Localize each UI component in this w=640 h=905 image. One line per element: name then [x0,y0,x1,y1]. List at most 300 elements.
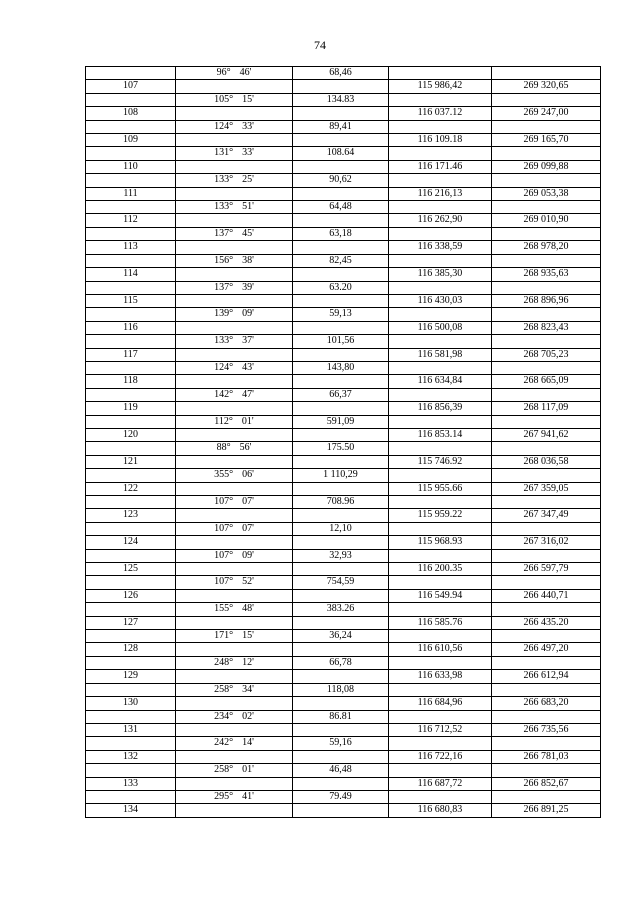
segment-length-cell: 63.20 [293,281,389,294]
empty-cell [176,616,293,629]
empty-cell [176,804,293,817]
direction-angle-cell [176,630,293,643]
angle-minutes: 09' [242,308,254,320]
segment-length-cell: 86.81 [293,710,389,723]
empty-cell [176,482,293,495]
x-coordinate-cell: 115 986,42 [389,80,492,93]
x-coordinate-cell: 116 712,52 [389,723,492,736]
y-coordinate-cell: 266 597,79 [492,563,601,576]
angle-minutes: 15' [242,93,254,105]
segment-row [86,764,601,777]
direction-angle-cell [176,469,293,482]
empty-cell [176,723,293,736]
empty-cell [86,576,176,589]
y-coordinate-cell: 266 497,20 [492,643,601,656]
angle-degrees: 171° [214,630,234,642]
segment-length-cell: 46,48 [293,764,389,777]
point-row [86,563,601,576]
angle-minutes: 47' [242,388,254,400]
empty-cell [176,321,293,334]
point-row [86,241,601,254]
segment-row [86,603,601,616]
empty-cell [492,93,601,106]
point-row [86,670,601,683]
point-number-cell: 110 [86,160,176,173]
angle-minutes: 56' [239,442,252,454]
angle-degrees: 133° [214,174,234,186]
empty-cell [492,737,601,750]
empty-cell [176,643,293,656]
empty-cell [86,469,176,482]
empty-cell [492,388,601,401]
y-coordinate-cell: 269 053,38 [492,187,601,200]
segment-row [86,227,601,240]
segment-row [86,737,601,750]
empty-cell [492,361,601,374]
point-row [86,455,601,468]
empty-cell [176,348,293,361]
segment-row [86,790,601,803]
empty-cell [389,254,492,267]
y-coordinate-cell: 269 320,65 [492,80,601,93]
angle-minutes: 25' [242,174,254,186]
empty-cell [293,348,389,361]
x-coordinate-cell: 115 959.22 [389,509,492,522]
empty-cell [293,455,389,468]
empty-cell [389,630,492,643]
empty-cell [389,120,492,133]
empty-cell [176,241,293,254]
empty-cell [86,737,176,750]
point-number-cell: 131 [86,723,176,736]
x-coordinate-cell: 116 633,98 [389,670,492,683]
empty-cell [293,616,389,629]
empty-cell [86,361,176,374]
y-coordinate-cell: 266 852,67 [492,777,601,790]
segment-row [86,174,601,187]
point-number-cell: 133 [86,777,176,790]
angle-minutes: 06' [242,469,254,481]
direction-angle-cell [176,764,293,777]
point-row [86,214,601,227]
x-coordinate-cell: 116 610,56 [389,643,492,656]
y-coordinate-cell: 268 823,43 [492,321,601,334]
coordinates-table-body [86,67,601,818]
empty-cell [176,294,293,307]
segment-length-cell: 108.64 [293,147,389,160]
point-row [86,616,601,629]
point-row [86,750,601,763]
empty-cell [86,442,176,455]
point-number-cell: 125 [86,563,176,576]
empty-cell [86,388,176,401]
empty-cell [86,254,176,267]
segment-row [86,147,601,160]
segment-row [86,254,601,267]
empty-cell [86,656,176,669]
segment-length-cell: 59,16 [293,737,389,750]
point-number-cell: 117 [86,348,176,361]
x-coordinate-cell: 116 722,16 [389,750,492,763]
empty-cell [176,402,293,415]
angle-degrees: 107° [214,576,234,588]
empty-cell [86,174,176,187]
direction-angle-cell [176,683,293,696]
empty-cell [86,710,176,723]
segment-row [86,415,601,428]
point-row [86,482,601,495]
point-number-cell: 126 [86,589,176,602]
empty-cell [293,777,389,790]
empty-cell [176,697,293,710]
angle-degrees: 107° [214,549,234,561]
angle-degrees: 355° [214,469,234,481]
point-number-cell: 108 [86,107,176,120]
empty-cell [176,589,293,602]
empty-cell [492,308,601,321]
angle-minutes: 34' [242,683,254,695]
segment-length-cell: 36,24 [293,630,389,643]
segment-row [86,93,601,106]
empty-cell [86,93,176,106]
empty-cell [389,174,492,187]
x-coordinate-cell: 116 262,90 [389,214,492,227]
empty-cell [492,603,601,616]
angle-degrees: 242° [214,737,234,749]
direction-angle-cell [176,415,293,428]
angle-degrees: 248° [214,656,234,668]
empty-cell [492,442,601,455]
segment-row [86,710,601,723]
x-coordinate-cell: 116 634,84 [389,375,492,388]
angle-degrees: 258° [214,764,234,776]
empty-cell [389,496,492,509]
empty-cell [492,335,601,348]
point-row [86,134,601,147]
y-coordinate-cell: 268 665,09 [492,375,601,388]
direction-angle-cell [176,442,293,455]
empty-cell [389,201,492,214]
point-row [86,697,601,710]
direction-angle-cell [176,254,293,267]
empty-cell [293,160,389,173]
angle-minutes: 07' [242,522,254,534]
empty-cell [86,790,176,803]
direction-angle-cell [176,710,293,723]
empty-cell [293,723,389,736]
x-coordinate-cell: 116 549.94 [389,589,492,602]
empty-cell [293,428,389,441]
angle-degrees: 124° [214,120,234,132]
y-coordinate-cell: 269 010,90 [492,214,601,227]
direction-angle-cell [176,93,293,106]
x-coordinate-cell: 116 037.12 [389,107,492,120]
angle-degrees: 139° [214,308,234,320]
point-number-cell: 107 [86,80,176,93]
direction-angle-cell [176,67,293,80]
x-coordinate-cell: 116 853.14 [389,428,492,441]
direction-angle-cell [176,576,293,589]
angle-degrees: 112° [214,415,233,427]
angle-minutes: 38' [242,254,254,266]
y-coordinate-cell: 268 935,63 [492,268,601,281]
empty-cell [293,750,389,763]
point-number-cell: 129 [86,670,176,683]
angle-degrees: 107° [214,522,234,534]
empty-cell [389,361,492,374]
x-coordinate-cell: 116 430,03 [389,294,492,307]
empty-cell [293,187,389,200]
point-row [86,294,601,307]
angle-degrees: 107° [214,496,234,507]
point-row [86,187,601,200]
empty-cell [176,214,293,227]
empty-cell [389,656,492,669]
empty-cell [389,67,492,80]
segment-length-cell: 66,78 [293,656,389,669]
angle-minutes: 09' [242,549,254,561]
empty-cell [293,509,389,522]
angle-minutes: 15' [242,630,254,642]
empty-cell [492,496,601,509]
empty-cell [389,603,492,616]
segment-length-cell: 754,59 [293,576,389,589]
angle-minutes: 01' [242,764,254,776]
segment-length-cell: 68,46 [293,67,389,80]
empty-cell [293,214,389,227]
y-coordinate-cell: 267 941,62 [492,428,601,441]
angle-degrees: 137° [214,227,234,239]
point-number-cell: 123 [86,509,176,522]
empty-cell [492,415,601,428]
empty-cell [86,415,176,428]
segment-length-cell: 32,93 [293,549,389,562]
angle-minutes: 48' [242,603,254,615]
empty-cell [176,536,293,549]
y-coordinate-cell: 266 735,56 [492,723,601,736]
empty-cell [86,227,176,240]
direction-angle-cell [176,656,293,669]
empty-cell [293,134,389,147]
segment-length-cell: 708.96 [293,496,389,509]
segment-length-cell: 82,45 [293,254,389,267]
y-coordinate-cell: 267 316,02 [492,536,601,549]
x-coordinate-cell: 115 746.92 [389,455,492,468]
empty-cell [492,710,601,723]
empty-cell [176,777,293,790]
empty-cell [389,415,492,428]
point-row [86,268,601,281]
empty-cell [176,160,293,173]
point-number-cell: 132 [86,750,176,763]
point-row [86,536,601,549]
point-number-cell: 109 [86,134,176,147]
point-row [86,80,601,93]
angle-degrees: 105° [214,93,234,105]
point-number-cell: 111 [86,187,176,200]
point-number-cell: 116 [86,321,176,334]
point-row [86,160,601,173]
empty-cell [389,388,492,401]
x-coordinate-cell: 116 687,72 [389,777,492,790]
point-row [86,348,601,361]
empty-cell [293,643,389,656]
empty-cell [293,80,389,93]
segment-row [86,522,601,535]
empty-cell [492,522,601,535]
point-row [86,375,601,388]
empty-cell [492,120,601,133]
empty-cell [389,790,492,803]
empty-cell [86,201,176,214]
segment-length-cell: 383.26 [293,603,389,616]
segment-row [86,683,601,696]
angle-degrees: 258° [214,683,234,695]
y-coordinate-cell: 266 440,71 [492,589,601,602]
x-coordinate-cell: 116 216,13 [389,187,492,200]
angle-minutes: 46' [239,67,252,78]
empty-cell [293,268,389,281]
segment-row [86,281,601,294]
segment-length-cell: 12,10 [293,522,389,535]
direction-angle-cell [176,201,293,214]
empty-cell [492,683,601,696]
segment-length-cell: 175.50 [293,442,389,455]
direction-angle-cell [176,308,293,321]
point-number-cell: 127 [86,616,176,629]
point-row [86,509,601,522]
empty-cell [86,630,176,643]
angle-minutes: 07' [242,496,254,507]
direction-angle-cell [176,147,293,160]
x-coordinate-cell: 116 585.76 [389,616,492,629]
coordinates-table [85,66,601,818]
empty-cell [176,670,293,683]
segment-length-cell: 64,48 [293,201,389,214]
empty-cell [492,764,601,777]
point-row [86,402,601,415]
empty-cell [389,549,492,562]
y-coordinate-cell: 268 896,96 [492,294,601,307]
direction-angle-cell [176,388,293,401]
point-number-cell: 121 [86,455,176,468]
direction-angle-cell [176,496,293,509]
empty-cell [86,603,176,616]
empty-cell [86,549,176,562]
empty-cell [293,670,389,683]
empty-cell [389,469,492,482]
x-coordinate-cell: 116 680,83 [389,804,492,817]
empty-cell [492,174,601,187]
empty-cell [492,281,601,294]
segment-length-cell: 89,41 [293,120,389,133]
point-row [86,643,601,656]
empty-cell [86,120,176,133]
x-coordinate-cell: 116 581,98 [389,348,492,361]
x-coordinate-cell: 116 856,39 [389,402,492,415]
y-coordinate-cell: 267 347,49 [492,509,601,522]
segment-row [86,442,601,455]
empty-cell [293,375,389,388]
empty-cell [389,576,492,589]
segment-row [86,496,601,509]
direction-angle-cell [176,174,293,187]
point-number-cell: 114 [86,268,176,281]
segment-length-cell: 90,62 [293,174,389,187]
angle-degrees: 295° [214,790,234,802]
empty-cell [86,147,176,160]
empty-cell [492,549,601,562]
point-row [86,428,601,441]
direction-angle-cell [176,549,293,562]
empty-cell [86,683,176,696]
point-row [86,321,601,334]
y-coordinate-cell: 269 099,88 [492,160,601,173]
angle-minutes: 41' [242,790,254,802]
segment-length-cell: 591,09 [293,415,389,428]
empty-cell [293,589,389,602]
direction-angle-cell [176,361,293,374]
y-coordinate-cell: 268 036,58 [492,455,601,468]
angle-minutes: 45' [242,227,254,239]
segment-row [86,469,601,482]
empty-cell [293,482,389,495]
segment-row [86,656,601,669]
empty-cell [492,576,601,589]
x-coordinate-cell: 116 200.35 [389,563,492,576]
segment-length-cell: 134.83 [293,93,389,106]
empty-cell [389,227,492,240]
empty-cell [389,308,492,321]
point-row [86,589,601,602]
empty-cell [293,107,389,120]
empty-cell [176,455,293,468]
angle-minutes: 02' [242,710,254,722]
empty-cell [492,201,601,214]
empty-cell [86,335,176,348]
segment-row [86,201,601,214]
empty-cell [293,294,389,307]
y-coordinate-cell: 269 165,70 [492,134,601,147]
point-number-cell: 112 [86,214,176,227]
angle-minutes: 51' [242,201,254,213]
empty-cell [86,496,176,509]
y-coordinate-cell: 268 705,23 [492,348,601,361]
point-row [86,107,601,120]
y-coordinate-cell: 266 612,94 [492,670,601,683]
y-coordinate-cell: 268 978,20 [492,241,601,254]
angle-degrees: 131° [214,147,234,159]
x-coordinate-cell: 115 968.93 [389,536,492,549]
angle-minutes: 52' [242,576,254,588]
x-coordinate-cell: 115 955.66 [389,482,492,495]
segment-length-cell: 143,80 [293,361,389,374]
empty-cell [492,147,601,160]
empty-cell [176,563,293,576]
empty-cell [389,442,492,455]
segment-length-cell: 79.49 [293,790,389,803]
empty-cell [293,536,389,549]
page-number: 74 [314,38,326,52]
y-coordinate-cell: 266 683,20 [492,697,601,710]
empty-cell [176,187,293,200]
x-coordinate-cell: 116 385,30 [389,268,492,281]
empty-cell [176,375,293,388]
empty-cell [293,697,389,710]
angle-minutes: 39' [242,281,254,293]
angle-degrees: 124° [214,361,234,373]
empty-cell [293,804,389,817]
